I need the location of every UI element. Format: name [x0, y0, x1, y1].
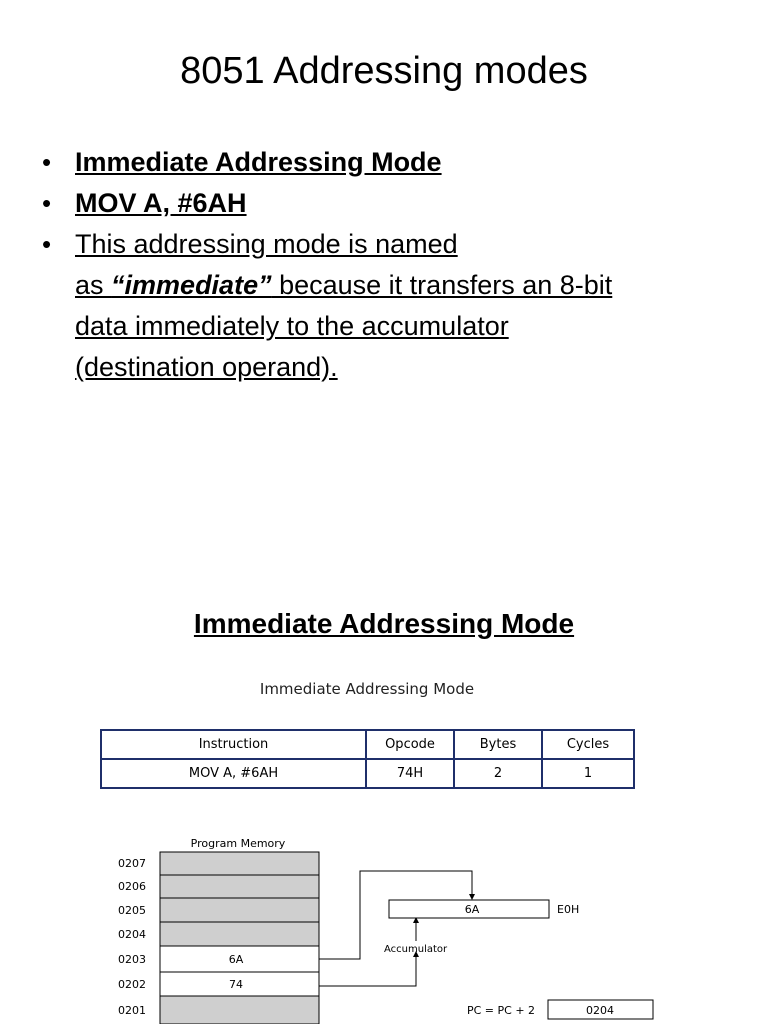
bullet-text: MOV A, #6AH	[75, 188, 247, 218]
table-cell: MOV A, #6AH	[101, 759, 366, 788]
table-header-row	[101, 730, 634, 759]
section-heading: Immediate Addressing Mode	[193, 608, 575, 639]
figure-caption: Immediate Addressing Mode	[259, 680, 475, 698]
pc-value: 0204	[586, 1004, 614, 1017]
memory-address: 0203	[118, 953, 146, 966]
memory-diagram	[0, 830, 768, 1024]
bullet-emphasis: “immediate”	[111, 270, 272, 300]
table-cell: 74H	[366, 759, 454, 788]
memory-address: 0205	[118, 904, 146, 917]
accumulator-label: Accumulator	[384, 944, 448, 955]
pc-equation: PC = PC + 2	[467, 1004, 536, 1017]
slide-title: 8051 Addressing modes	[180, 50, 588, 92]
arrow-head	[469, 894, 475, 900]
accumulator-value: 6A	[464, 903, 480, 916]
memory-cell-value: 74	[229, 978, 243, 991]
bullet-text: (destination operand).	[75, 352, 338, 382]
memory-address: 0206	[118, 880, 146, 893]
table-header: Cycles	[542, 730, 634, 759]
bullet-text: as	[75, 270, 112, 300]
table-header: Opcode	[366, 730, 454, 759]
memory-cell-value: 6A	[228, 953, 244, 966]
table-cell: 1	[542, 759, 634, 788]
table-row	[101, 759, 634, 788]
memory-address: 0207	[118, 857, 146, 870]
memory-address: 0201	[118, 1004, 146, 1017]
memory-cell	[160, 875, 319, 898]
table-header: Instruction	[101, 730, 366, 759]
bullet-text: This addressing mode is named	[75, 229, 458, 259]
bullet-item	[38, 224, 738, 388]
program-memory-title: Program Memory	[190, 837, 286, 850]
table-header: Bytes	[454, 730, 542, 759]
memory-cell	[160, 852, 319, 875]
bullet-list	[38, 142, 738, 388]
bullet-text: Immediate Addressing Mode	[75, 147, 442, 177]
bullet-dot: •	[42, 229, 52, 259]
bullet-item	[38, 142, 738, 183]
memory-address: 0202	[118, 978, 146, 991]
bullet-text: because it transfers an 8-bit	[271, 270, 613, 300]
bullet-dot: •	[42, 188, 52, 218]
memory-cell	[160, 898, 319, 922]
table-cell: 2	[454, 759, 542, 788]
memory-cell	[160, 996, 319, 1024]
instruction-table	[100, 729, 635, 789]
bullet-item	[38, 183, 738, 224]
memory-address: 0204	[118, 928, 146, 941]
memory-cell	[160, 922, 319, 946]
bullet-text: data immediately to the accumulator	[75, 311, 509, 341]
accumulator-address: E0H	[557, 903, 580, 916]
bullet-dot: •	[42, 147, 52, 177]
